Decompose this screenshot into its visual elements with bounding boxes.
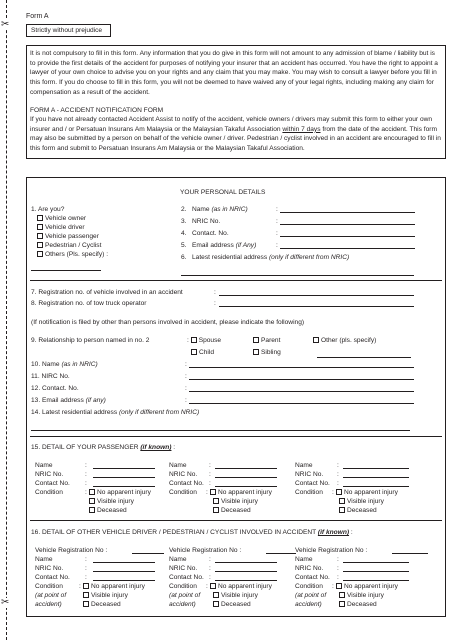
checkbox: [83, 583, 89, 589]
relationship-label: 9. Relationship to person named in no. 2: [31, 337, 150, 344]
address-label: 6. Latest residential address (only if different from NRIC): [181, 254, 350, 261]
notification-section: [30, 106, 442, 154]
checkbox: [213, 592, 219, 598]
vehicle-reg: Vehicle Registration No :: [35, 546, 107, 555]
checkbox[interactable]: [253, 349, 259, 355]
personal-heading: YOUR PERSONAL DETAILS: [180, 189, 266, 196]
option-vehicle-owner[interactable]: Vehicle owner: [37, 214, 86, 223]
checkbox[interactable]: [37, 233, 43, 239]
checkbox[interactable]: [191, 337, 197, 343]
email-field[interactable]: 5. Email address (if Any) :: [181, 241, 256, 250]
option-pedestrian[interactable]: Pedestrian / Cyclist: [37, 241, 101, 250]
option-vehicle-passenger[interactable]: Vehicle passenger: [37, 232, 99, 241]
checkbox: [89, 498, 95, 504]
passenger-condition: Condition :: [169, 489, 208, 496]
other-name-field[interactable]: 10. Name (as in NRIC) :: [31, 360, 98, 369]
passenger-contact: Contact No. :: [295, 479, 330, 488]
checkbox: [339, 592, 345, 598]
notification-text: If you have not already contacted Accident Assist to notify of the accident, vehicle owners / drivers may submit this form to either your own insurer and / or Persatuan Insurans Am Malaysia or the Malaysian Takaful Association within 7 days from the date of the accident. This form may also be submitted by a person on behalf of the vehicle owner / driver. Pedestrian / cyclist involved in an accident are encouraged to fill in this form and submit to Persatuan Insurans Am Malaysia or the Malaysian Takaful Association.: [30, 116, 441, 152]
other-email-field[interactable]: 13. Email address (if any) :: [31, 396, 106, 405]
passenger-nric: NRIC No. :: [169, 470, 197, 479]
disclaimer-text: It is not compulsory to fill in this form. Any information that you do give in this form will not amount to any admission of blame / liability but is to provide the first details of the accident for purposes of notifying your insurer that an accident has occurred. You have the right to appoint a lawyer of your own choice to advise you on your rights and any claim that you may make. You may wish to consult a lawyer before you fill in this form. If you do choose to fill in this form, you will not be deemed to have waived any of your legal rights, including making any claim for compensation as a result of the accident.: [30, 50, 438, 96]
checkbox[interactable]: [37, 251, 43, 257]
other-address-field[interactable]: [31, 422, 410, 431]
rel-parent[interactable]: Parent: [253, 336, 280, 345]
divider: [30, 520, 442, 521]
checkbox: [336, 489, 342, 495]
form-label: Form A: [26, 13, 49, 20]
q1-label: 1. Are you?: [31, 206, 65, 213]
checkbox: [89, 507, 95, 513]
scissors-icon: ✂: [1, 597, 10, 608]
scissors-icon: ✂: [1, 19, 10, 30]
checkbox: [213, 601, 219, 607]
vehicle-reg-field[interactable]: 7. Registration no. of vehicle involved in an accident :: [31, 288, 183, 297]
passenger-heading: 15. DETAIL OF YOUR PASSENGER (if known) :: [31, 444, 176, 451]
checkbox[interactable]: [37, 224, 43, 230]
checkbox: [210, 489, 216, 495]
checkbox[interactable]: [37, 242, 43, 248]
strict-label: Strictly without prejudice: [26, 24, 111, 37]
filer-note: (If notification is filed by other than persons involved in accident, please indicate the following): [31, 319, 305, 326]
checkbox: [89, 489, 95, 495]
details-box: YOUR PERSONAL DETAILS 1. Are you? Vehicle owner Vehicle driver Vehicle passenger Pedestrian / Cyclist Others (Pls. specify) : 2. Name (as in NRIC) : 3. NRIC No. : 4. Contact. No. : 5. Email address (if Any) : 6. Latest residential address (only if different from NRIC) 7. Registration no. of vehicle involved in an accident : 8. Registration no. of tow truck operator : (If notification is filed by other than persons involved in accident, please indicate the following) 9. Relationship to person named in no. 2 : Spouse Parent Other (pls. specify) Child Sibling 10. Name (as in NRIC) : 11. NIRC No. : 12. Contact. No. : 13. Email address (if any) : 14. Latest residential address (only if different from NRIC) 15. DETAIL OF YOUR PASSENGER (if known) : Name : NRIC No. : Contact No. : Condition : No apparent injury Visible injury Deceased Name : NRIC No. : Contact No. : Condition : No apparent injury Visible injury Deceased Name : NRIC No. : Contact No. : Condition : No apparent injury Visible injury Deceased 16. DETAIL OF OTHER VEHICLE DRIVER / PEDESTRIAN / CYCLIST INVOLVED IN ACCIDENT (if known) : Vehicle Registration No : Name : NRIC No. : Contact No. : Condition : (at point of accident) No apparent injury Visible injury Deceased Vehicle Registration No : Name : NRIC No. : Contact No. : Condition : (at point of accident) No apparent injury Visible injury Deceased Vehicle Registration No : Name : NRIC No. : Contact No. : Condition : (at point of accident) No apparent injury Visible injury Deceased: [26, 177, 446, 617]
passenger-name: Name :: [295, 461, 313, 470]
cut-line: [6, 0, 7, 640]
disclaimer-box: [26, 45, 446, 159]
checkbox: [210, 583, 216, 589]
checkbox: [339, 601, 345, 607]
within-7-days: within 7 days: [282, 125, 321, 133]
checkbox: [213, 498, 219, 504]
divider: [30, 280, 442, 281]
checkbox[interactable]: [313, 337, 319, 343]
option-vehicle-driver[interactable]: Vehicle driver: [37, 223, 85, 232]
checkbox: [339, 498, 345, 504]
checkbox: [83, 592, 89, 598]
form-page: [26, 12, 446, 608]
rel-other-field[interactable]: [317, 349, 411, 358]
checkbox: [213, 507, 219, 513]
rel-spouse[interactable]: : Spouse: [187, 337, 222, 344]
other-contact-field[interactable]: 12. Contact. No. :: [31, 384, 79, 393]
name-field[interactable]: 2. Name (as in NRIC) :: [181, 205, 248, 214]
passenger-name: Name :: [169, 461, 187, 470]
notification-title: FORM A - ACCIDENT NOTIFICATION FORM: [30, 106, 164, 114]
other-address-label: 14. Latest residential address (only if different from NRIC): [31, 409, 200, 416]
passenger-contact: Contact No. :: [35, 479, 70, 488]
rel-child[interactable]: Child: [191, 348, 214, 357]
tow-truck-field[interactable]: 8. Registration no. of tow truck operator :: [31, 299, 146, 308]
passenger-name: Name :: [35, 461, 165, 470]
checkbox: [336, 583, 342, 589]
address-field[interactable]: [181, 267, 414, 276]
others-field[interactable]: [31, 262, 101, 271]
passenger-condition: Condition :: [295, 489, 334, 496]
others-heading: 16. DETAIL OF OTHER VEHICLE DRIVER / PEDESTRIAN / CYCLIST INVOLVED IN ACCIDENT (if known) :: [31, 529, 353, 536]
passenger-condition: Condition :: [35, 489, 87, 496]
other-nric-field[interactable]: 11. NIRC No. :: [31, 372, 70, 381]
passenger-nric: NRIC No. :: [35, 470, 63, 479]
checkbox: [339, 507, 345, 513]
checkbox: [83, 601, 89, 607]
checkbox[interactable]: [191, 349, 197, 355]
checkbox[interactable]: [253, 337, 259, 343]
checkbox[interactable]: [37, 215, 43, 221]
rel-sibling[interactable]: Sibling: [253, 348, 281, 357]
contact-field[interactable]: 4. Contact. No. :: [181, 229, 229, 238]
nric-field[interactable]: 3. NRIC No. :: [181, 217, 220, 226]
passenger-nric: NRIC No. :: [295, 470, 323, 479]
divider: [30, 436, 442, 437]
passenger-contact: Contact No. :: [169, 479, 204, 488]
option-others[interactable]: Others (Pls. specify) :: [37, 250, 108, 259]
rel-other[interactable]: Other (pls. specify): [313, 336, 376, 345]
